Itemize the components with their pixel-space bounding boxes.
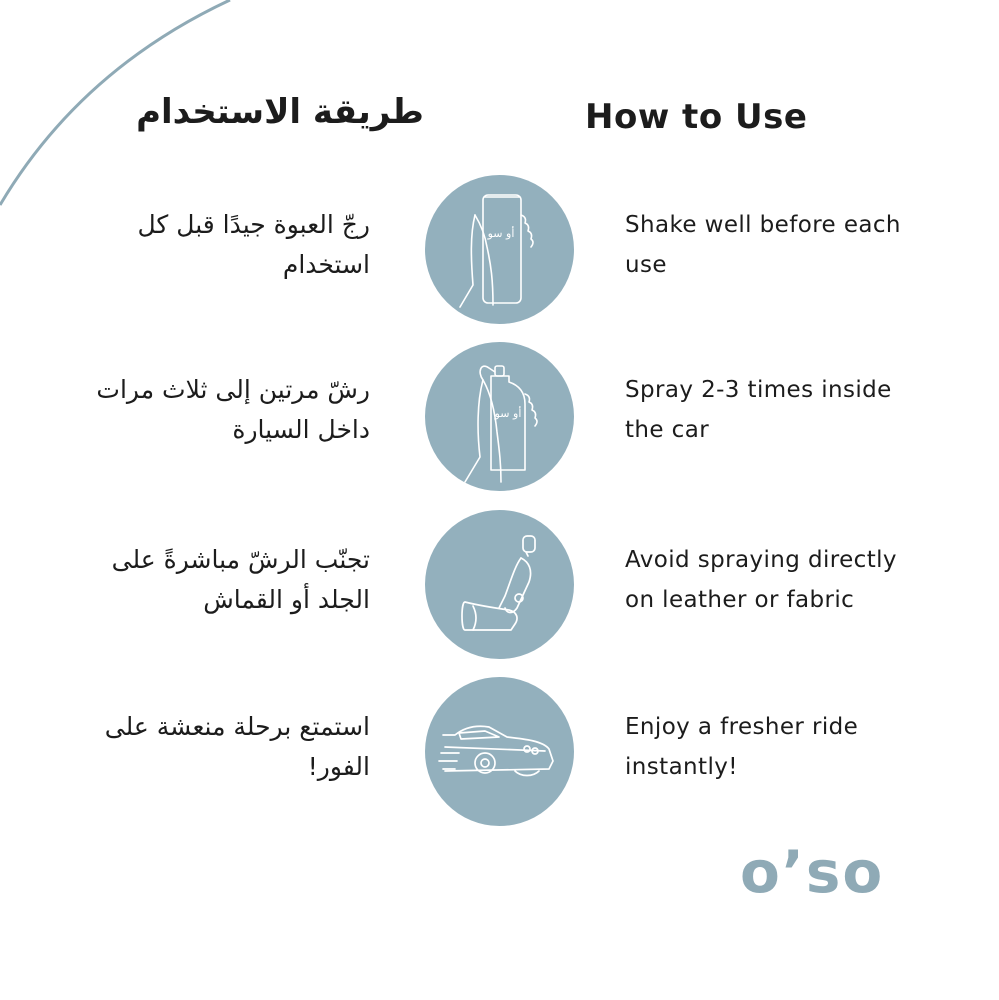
svg-text:أو سو: أو سو: [487, 227, 515, 240]
step-text-arabic: رجّ العبوة جيدًا قبل كل استخدام: [137, 210, 370, 279]
hand-holding-bottle-icon: [425, 175, 574, 324]
step-text-arabic: رشّ مرتين إلى ثلاث مرات داخل السيارة: [96, 375, 370, 444]
step-text-english: Avoid spraying directly on leather or fabric: [625, 547, 897, 613]
step-row: [0, 175, 999, 325]
hand-spraying-bottle-icon: [425, 342, 574, 491]
step-row: [0, 677, 999, 827]
brand-logo: o’so: [740, 838, 885, 906]
svg-text:أو سو: أو سو: [494, 407, 522, 420]
title-arabic: طريقة الاستخدام: [136, 92, 424, 132]
title-english: How to Use: [585, 97, 808, 137]
step-row: [0, 342, 999, 492]
car-seat-icon: [425, 510, 574, 659]
step-row: [0, 510, 999, 660]
step-text-english: Spray 2-3 times inside the car: [625, 377, 892, 443]
step-text-arabic: استمتع برحلة منعشة على الفور!: [104, 712, 370, 781]
step-text-arabic: تجنّب الرشّ مباشرةً على الجلد أو القماش: [111, 545, 370, 614]
step-text-english: Enjoy a fresher ride instantly!: [625, 714, 859, 780]
step-text-english: Shake well before each use: [625, 212, 901, 278]
car-icon: [425, 677, 574, 826]
